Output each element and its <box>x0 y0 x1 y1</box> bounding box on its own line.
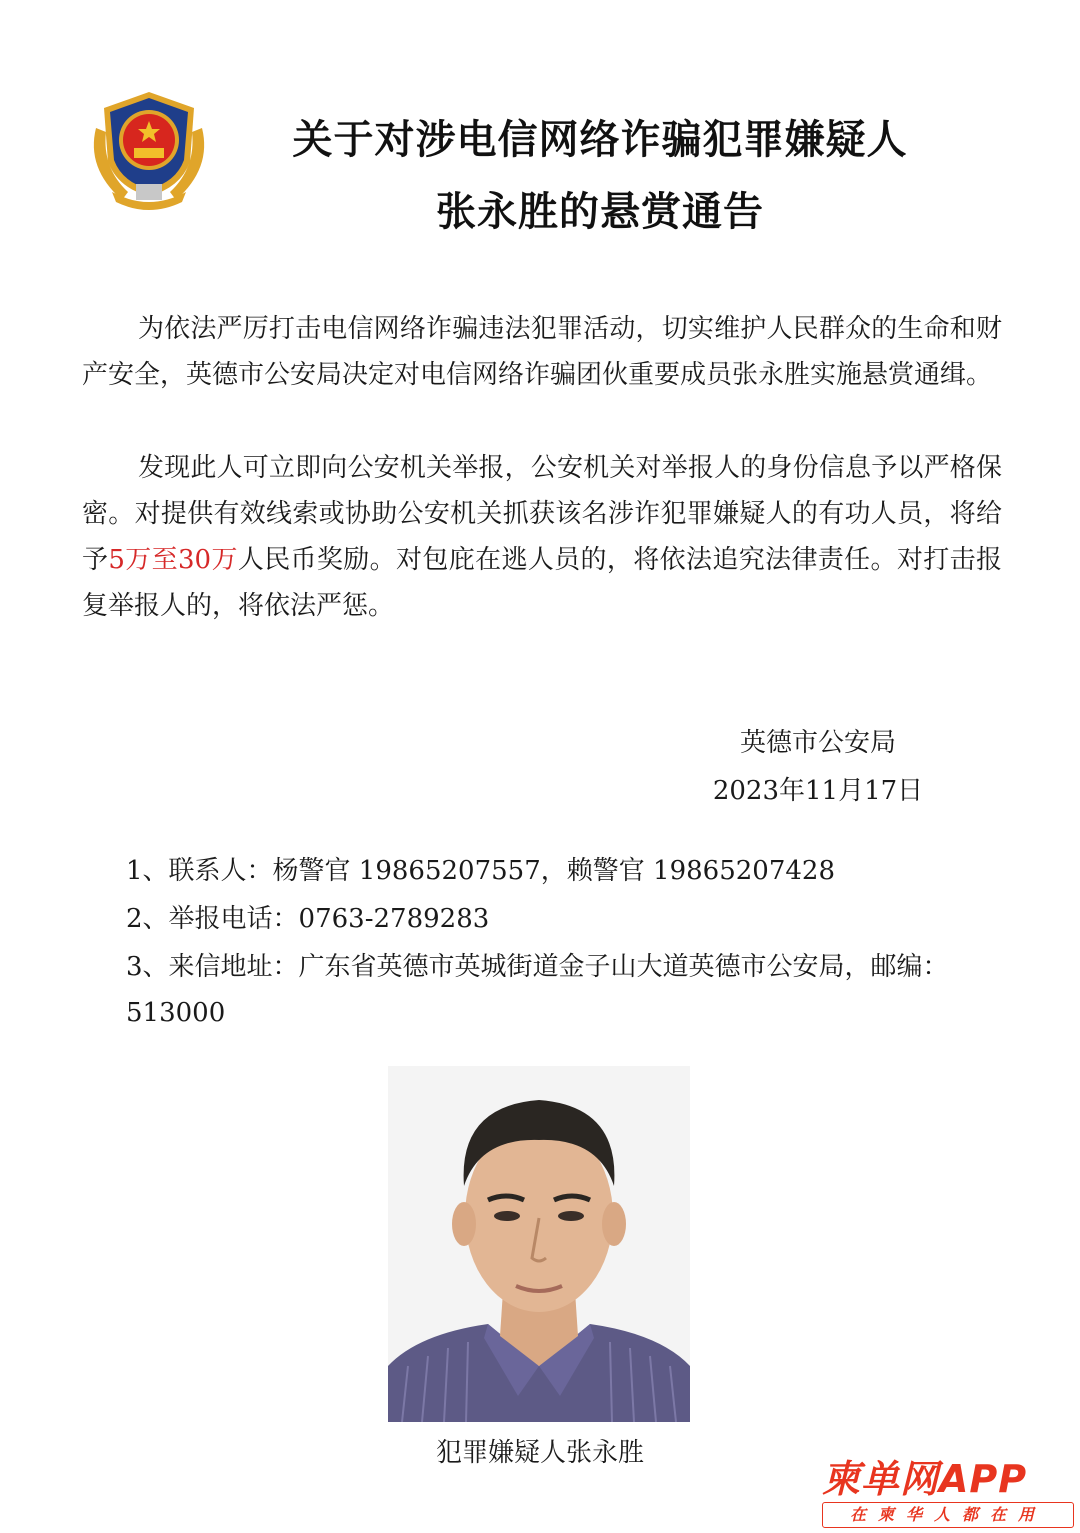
paragraph-2-text-before: 发现此人可立即向公安机关举报，公安机关对举报人的身份信息予以严格保密。对提供有效线索或协助公安机关抓获该名涉诈犯罪嫌疑人的有功人员，将给予 <box>82 453 1002 575</box>
body-paragraph-1: 为依法严厉打击电信网络诈骗违法犯罪活动，切实维护人民群众的生命和财产安全，英德市公安局决定对电信网络诈骗团伙重要成员张永胜实施悬赏通缉。 <box>82 314 1002 390</box>
contact-persons: 1、联系人：杨警官 19865207557，赖警官 19865207428 <box>126 856 835 886</box>
paragraph-2-text-after: 人民币奖励。对包庇在逃人员的，将依法追究法律责任。对打击报复举报人的，将依法严惩。 <box>82 545 1002 621</box>
watermark-main-text: 柬单网APP <box>822 1457 1028 1501</box>
watermark-logo <box>822 1448 1074 1530</box>
notice-title-line2: 张永胜的悬赏通告 <box>436 189 764 235</box>
photo-caption: 犯罪嫌疑人张永胜 <box>435 1438 644 1468</box>
body-paragraph-2 <box>82 445 1002 629</box>
report-phone: 2、举报电话：0763-2789283 <box>126 904 490 934</box>
mailing-address: 3、来信地址：广东省英德市英城街道金子山大道英德市公安局，邮编：513000 <box>126 952 949 1028</box>
reward-amount: 5万至30万 <box>108 545 238 575</box>
suspect-photo <box>388 1066 690 1422</box>
notice-title-line1: 关于对涉电信网络诈骗犯罪嫌疑人 <box>292 117 908 163</box>
issue-date: 2023年11月17日 <box>712 776 924 806</box>
issuer-name: 英德市公安局 <box>739 728 896 758</box>
watermark-slogan: 在柬华人都在用 <box>822 1502 1074 1528</box>
